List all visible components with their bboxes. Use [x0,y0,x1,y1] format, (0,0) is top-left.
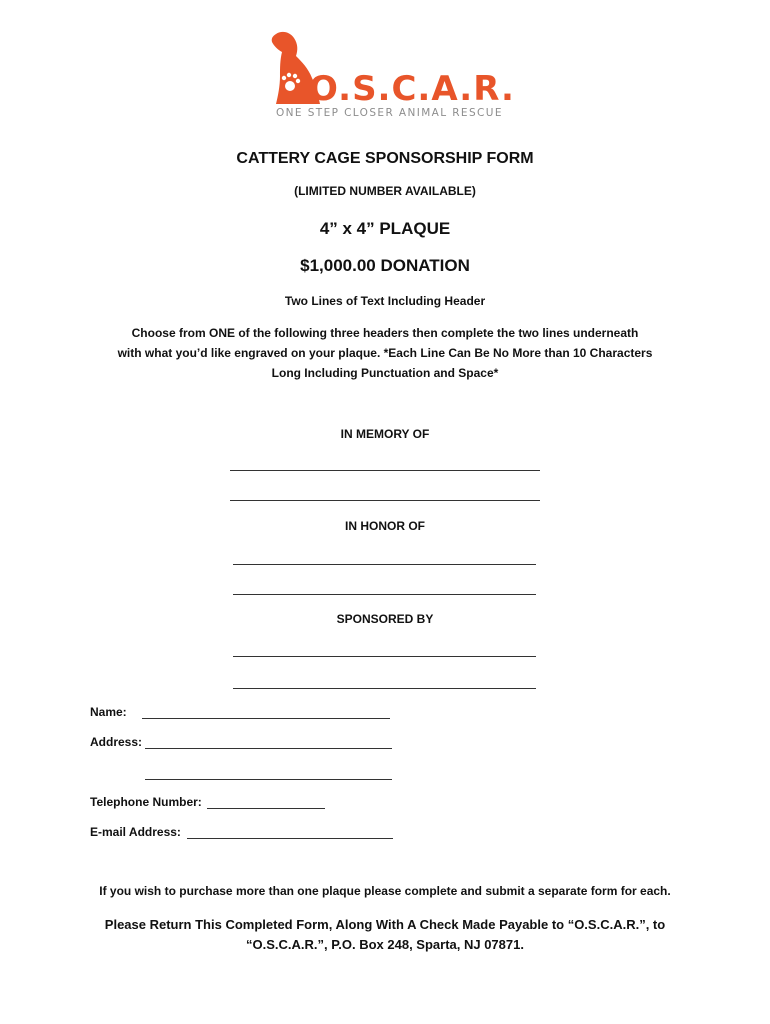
instruction-line: Choose from ONE of the following three headers then complete the two lines underneath [131,326,639,340]
email-field[interactable] [187,838,393,839]
header-in-honor-of: IN HONOR OF [345,519,425,533]
return-line: Please Return This Completed Form, Along With A Check Made Payable to “O.S.C.A.R.”, to [104,917,666,932]
email-label: E-mail Address: [90,825,181,839]
telephone-label: Telephone Number: [90,795,202,809]
return-instructions [0,915,770,955]
name-label: Name: [90,705,127,719]
logo-tagline: ONE STEP CLOSER ANIMAL RESCUE [276,107,503,119]
address-field-line-2[interactable] [145,779,392,780]
telephone-field[interactable] [207,808,325,809]
plaque-size: 4” x 4” PLAQUE [319,219,451,238]
engraving-line-memory-2[interactable] [230,500,540,501]
instruction-line: with what you’d like engraved on your plaque. *Each Line Can Be No More than 10 Characters [117,346,653,360]
instructions [0,323,770,383]
header-in-memory-of: IN MEMORY OF [340,427,430,441]
two-lines-note: Two Lines of Text Including Header [284,294,486,308]
instruction-line: Long Including Punctuation and Space* [271,366,499,380]
name-field[interactable] [142,718,390,719]
engraving-line-honor-2[interactable] [233,594,536,595]
oscar-logo [268,28,515,120]
availability-note: (LIMITED NUMBER AVAILABLE) [294,184,476,198]
multiple-plaques-note: If you wish to purchase more than one plaque please complete and submit a separate form for each. [99,884,671,898]
logo-letters: O.S.C.A.R. [309,69,515,109]
engraving-line-memory-1[interactable] [230,470,540,471]
address-label: Address: [90,735,143,749]
engraving-line-sponsor-1[interactable] [233,656,536,657]
address-field-line-1[interactable] [145,748,392,749]
header-sponsored-by: SPONSORED BY [336,612,434,626]
return-line: “O.S.C.A.R.”, P.O. Box 248, Sparta, NJ 07871. [246,937,524,952]
donation-amount: $1,000.00 DONATION [300,256,470,275]
engraving-line-sponsor-2[interactable] [233,688,536,689]
engraving-line-honor-1[interactable] [233,564,536,565]
form-title: CATTERY CAGE SPONSORSHIP FORM [236,150,534,167]
